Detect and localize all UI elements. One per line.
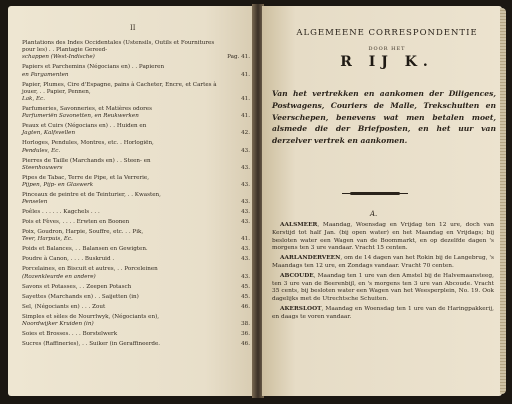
toc-entry-text: Papier, Plumes, Cire d'Espagne, pains à Cacheter, Encre, et Cartes à jouer, . . Papier, Pennen, <box>22 81 217 95</box>
entry-text: , Maandag ten 1 ure van den Amstel bij de Halvemaansteeg, ten 3 ure van de Beerenbijl, en 's morgens ten 3 ure van Abcoude. Vracht 35 cents, bij besloten water een Wagen van het Weesperplein, No. 19. Ook dagelijks met de Utrechtsche Schuiten. <box>272 272 494 303</box>
toc-entry-text: Poix, Goudron, Harpie, Souffre, etc. . . Pik, <box>22 229 144 236</box>
toc-entry-text: Pois et Fèves, . . . . Erwten en Boonen <box>22 219 130 226</box>
page-number: II <box>130 24 136 32</box>
page-subtitle: DOOR HET <box>368 46 406 52</box>
toc-entry-dutch: Pijpen, Pijp- en Glaswerk <box>22 182 94 189</box>
place-name: AARLANDERVEEN <box>280 255 341 262</box>
toc-entry <box>22 64 250 78</box>
page-description: Van het vertrekken en aankomen der Diligences, Postwagens, Couriers de Malle, Trekschuiten en Veerschepen, benevens wat men betalen moet, alsmede die der Briefposten, en het uur van derzelver vertrek en aankomen. <box>272 89 496 146</box>
toc-entry-dutch: Jagten, Kalfsvellen <box>22 130 76 137</box>
entry-text: , Maandag, Woensdag en Vrijdag ten 12 ure, doch van Kerstijd tot half Jan. (bij open water) en het Maandag en Vrijdags; bij besloten water een Wagen van de Boommarkt, en op dezelfde dagen 's morgens ten 3 ure vandaar. Vracht 15 centen. <box>272 222 494 252</box>
toc-entry-page: 36. <box>241 330 250 337</box>
toc-entry-dutch: Parfumeriën Savonetten, en Reukwerken <box>22 113 139 120</box>
toc-entry-text: Pierres de Taille (Marchands en) . . Steen- en <box>22 157 151 164</box>
toc-entry-text: Pinceaux de peintre et de Teinturier, . . Kwasten, <box>22 192 161 199</box>
toc-entry <box>22 106 250 120</box>
toc-entry-text: Peaux et Cuirs (Négocians en) . . Huiden en <box>22 123 147 130</box>
toc-entry-dutch: Noordwijker Kruiden (in) <box>22 320 94 327</box>
page-title: ALGEMEENE CORRESPONDENTIE <box>296 28 478 38</box>
toc-entry-page: 42. <box>241 130 250 137</box>
toc-entry <box>22 266 250 280</box>
toc-entry-page: 38. <box>241 320 250 327</box>
entry-text: , om de 14 dagen van het Rokin bij de Langebrug, 's Maandags ten 12 ure, en Zondags vandaar. Vracht 70 centen. <box>272 255 494 269</box>
place-name: AKERSLOOT <box>280 305 322 312</box>
place-name: AALSMEER <box>280 222 318 228</box>
toc-entry-page: 41. <box>241 96 250 103</box>
toc-entry-page: 41. <box>241 236 250 243</box>
toc-entry-page: 43. <box>241 219 250 226</box>
toc-entry-page: 46. <box>241 340 250 347</box>
toc-entry-page: 43. <box>241 209 250 216</box>
correspondence-body <box>272 222 494 324</box>
correspondence-entry <box>272 306 494 322</box>
toc-entry-page: 46. <box>241 303 250 310</box>
toc-entry <box>22 304 250 311</box>
table-of-contents <box>22 40 250 351</box>
page-edges <box>500 8 506 394</box>
correspondence-entry <box>272 222 494 253</box>
toc-entry <box>22 219 250 226</box>
toc-entry-dutch: Steenhouwers <box>22 164 63 171</box>
toc-entry <box>22 123 250 137</box>
place-name: ABCOUDE <box>280 272 314 279</box>
toc-entry <box>22 229 250 243</box>
toc-entry <box>22 209 250 216</box>
correspondence-entry <box>272 273 494 304</box>
entry-text: , Maandag en Woensdag ten 1 ure van de Haringpakkerij, en daags te voren vandaar. <box>272 305 494 320</box>
toc-entry-page: Pag. 41. <box>227 54 250 61</box>
toc-entry <box>22 294 250 301</box>
toc-entry-text: Poêles . . . . . . Kagchels . . . <box>22 209 100 216</box>
toc-entry-page: 43. <box>241 199 250 206</box>
toc-entry-text: Pipes de Tabac, Terre de Pipe, et la Verrerie, <box>22 174 149 181</box>
toc-entry-dutch: en Pargamenten <box>22 71 69 78</box>
toc-entry-text: Poudre à Canon, . . . . Buskruid . <box>22 256 115 263</box>
toc-entry-dutch: Penselen <box>22 199 48 206</box>
toc-entry-page: 43. <box>241 256 250 263</box>
toc-entry-dutch: Teer, Harpuis, Ec. <box>22 236 73 243</box>
toc-entry <box>22 158 250 172</box>
toc-entry <box>22 331 250 338</box>
toc-entry <box>22 341 250 348</box>
toc-entry <box>22 284 250 291</box>
toc-entry-text: Savons et Potasses, . . Zeepen Potasch <box>22 283 132 290</box>
toc-entry <box>22 192 250 206</box>
toc-entry-page: 45. <box>241 283 250 290</box>
toc-entry-page: 41. <box>241 71 250 78</box>
toc-entry-text: Porcelaines, en Biscuit et autres, . . Porceleinen <box>22 266 158 273</box>
toc-entry-dutch: Lak, Ec. <box>22 96 45 103</box>
toc-entry-text: Sucres (Raffineries), . . Suiker (in Geraffineerde. <box>22 340 161 347</box>
toc-entry-text: Parfumeries, Savonneries, et Matières odores <box>22 106 152 113</box>
toc-entry-page: 43. <box>241 273 250 280</box>
toc-entry <box>22 175 250 189</box>
toc-entry-page: 43. <box>241 147 250 154</box>
toc-entry-page: 43. <box>241 182 250 189</box>
page-big-title: R IJ K. <box>340 54 434 70</box>
toc-entry <box>22 256 250 263</box>
section-letter: A. <box>370 210 378 218</box>
toc-entry <box>22 140 250 154</box>
toc-entry-text: Plantations des Indes Occidentales (Ustensils, Outils et Fournitures pour les) . . Plantagie Gereed- <box>22 40 215 54</box>
toc-entry-dutch: (Rozenkleurde en andere) <box>22 273 96 280</box>
toc-entry-text: Horloges, Pendules, Montres, etc. . Horlogiën, <box>22 140 154 147</box>
toc-entry-text: Papiers et Parchemins (Négocians en) . . Papieren <box>22 64 165 71</box>
toc-entry-page: 43. <box>241 246 250 253</box>
toc-entry <box>22 40 250 62</box>
toc-entry-page: 43. <box>241 164 250 171</box>
ornamental-rule <box>350 192 400 195</box>
toc-entry-dutch: Pendules, Ec. <box>22 147 61 154</box>
toc-entry-dutch: schappen (West-Indische) <box>22 54 95 61</box>
toc-entry <box>22 246 250 253</box>
toc-entry-text: Sel, (Négociants en) . . . Zout <box>22 303 106 310</box>
correspondence-entry <box>272 255 494 271</box>
toc-entry <box>22 82 250 104</box>
toc-entry-text: Soies et Brosses. . . . Borstelwerk <box>22 330 118 337</box>
toc-entry-text: Poids et Balances, . . Balansen en Gewigten. <box>22 246 148 253</box>
toc-entry <box>22 314 250 328</box>
toc-entry-page: 41. <box>241 113 250 120</box>
toc-entry-text: Simples et sèles de Nourrlwyk, (Négociants en), <box>22 313 160 320</box>
toc-entry-text: Sayettes (Marchands en) . . Saijetten (in) <box>22 293 139 300</box>
toc-entry-page: 45. <box>241 293 250 300</box>
